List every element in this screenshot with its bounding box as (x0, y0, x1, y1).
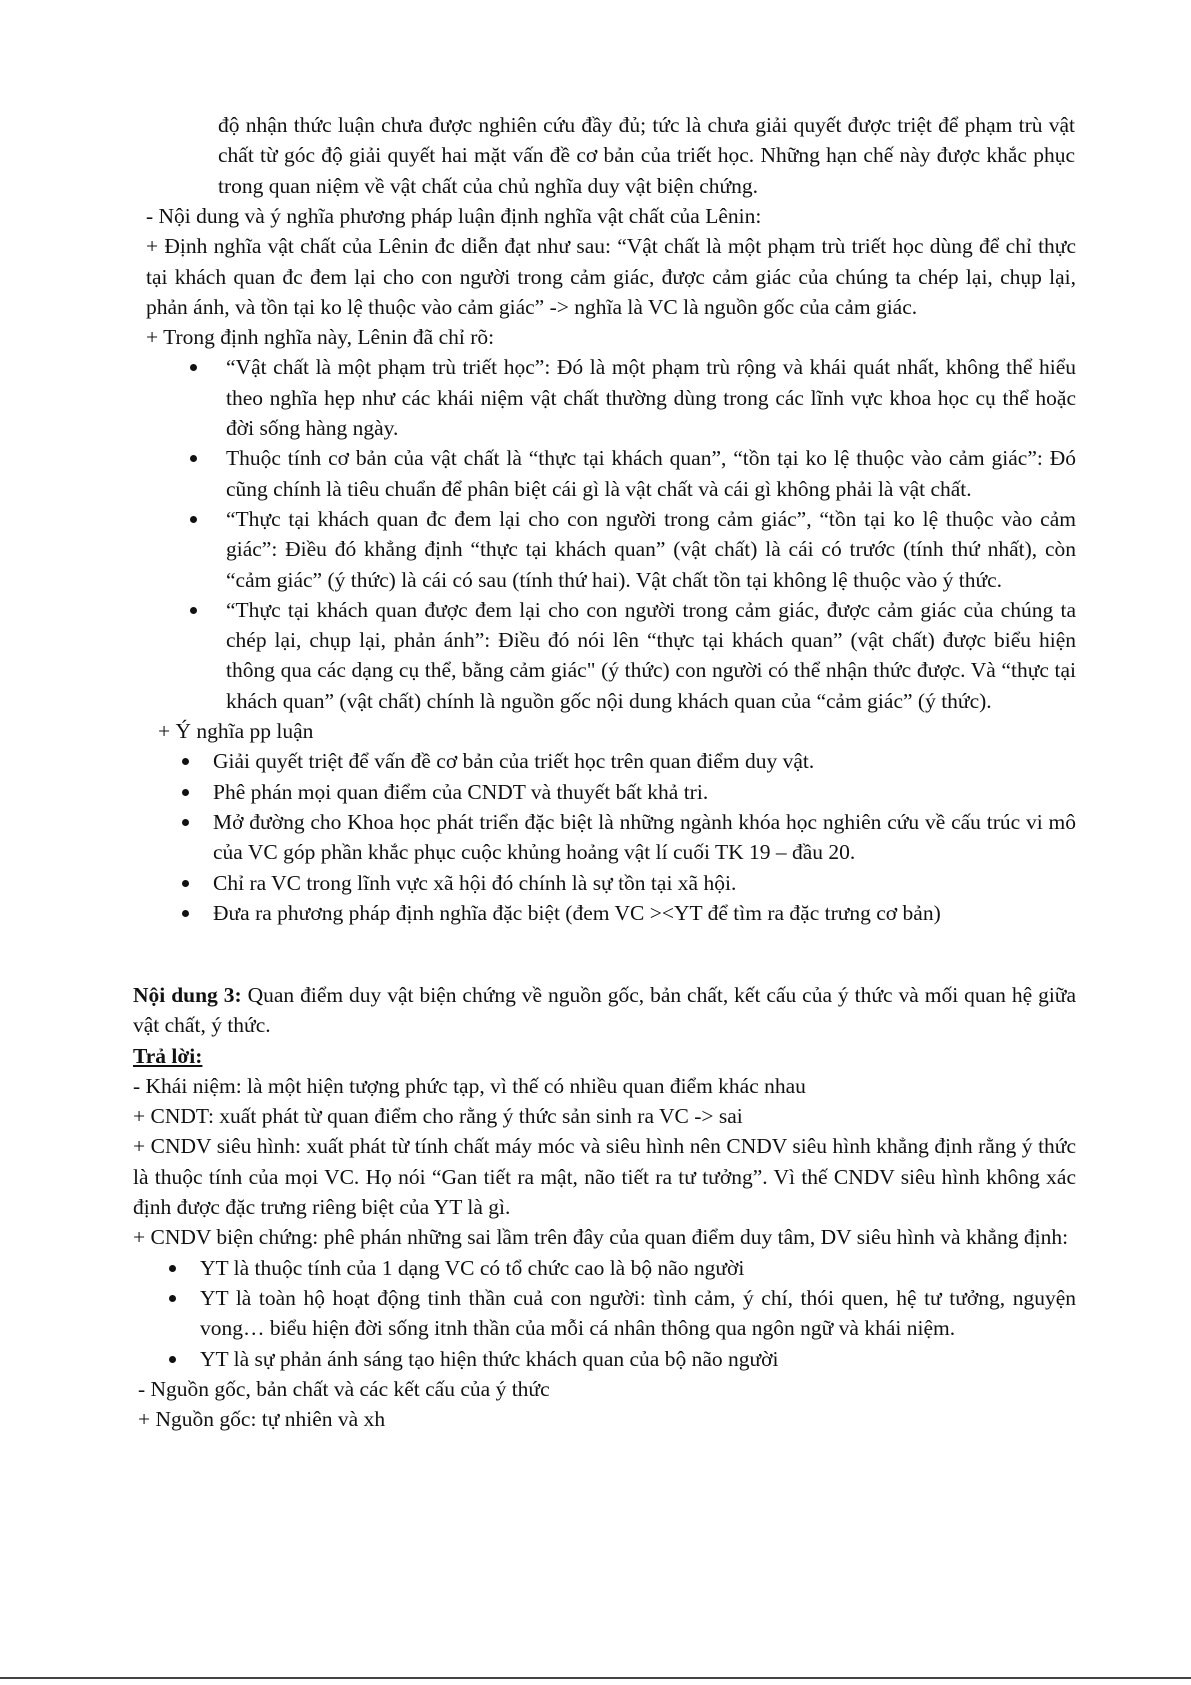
definition-paragraph: + Định nghĩa vật chất của Lênin đc diễn đạt như sau: “Vật chất là một phạm trù triết học dùng để chỉ thực tại khách quan đc đem lại cho con người trong cảm giác, được cảm giác của chúng ta chép lại, chụp lại, phản ánh, và tồn tại ko lệ thuộc vào cảm giác” -> nghĩa là VC là nguồn gốc của cảm giác. (146, 234, 1076, 319)
answer-heading (133, 1041, 1076, 1071)
methodology-points-list (146, 746, 1076, 928)
list-item: YT là toàn hộ hoạt động tinh thần cuả con người: tình cảm, ý chí, thói quen, hệ tư tưởng, nguyện vong… biểu hiện đời sống itnh thần của mỗi cá nhân thông qua ngôn ngữ và khái niệm. (133, 1283, 1076, 1344)
cndt-line: + CNDT: xuất phát từ quan điểm cho rằng ý thức sản sinh ra VC -> sai (133, 1104, 743, 1129)
content3-heading (133, 980, 1076, 1041)
content3-text: Quan điểm duy vật biện chứng về nguồn gốc, bản chất, kết cấu của ý thức và mối quan hệ giữa vật chất, ý thức. (133, 983, 1076, 1038)
dialectical-paragraph: + CNDV biện chứng: phê phán những sai lầm trên đây của quan điểm duy tâm, DV siêu hình và khẳng định: (133, 1225, 1069, 1250)
list-item: YT là thuộc tính của 1 dạng VC có tổ chức cao là bộ não người (133, 1253, 1076, 1283)
list-item: Đưa ra phương pháp định nghĩa đặc biệt (đem VC ><YT để tìm ra đặc trưng cơ bản) (146, 898, 1076, 928)
answer-label: Trả lời: (133, 1043, 203, 1068)
list-item: “Thực tại khách quan được đem lại cho con người trong cảm giác, được cảm giác của chúng ta chép lại, chụp lại, phản ánh”: Điều đó nói lên “thực tại khách quan” (vật chất) được biểu hiện thông qua các dạng cụ thể, bằng cảm giác" (ý thức) con người có thể nhận thức được. Và “thực tại khách quan” (vật chất) chính là nguồn gốc nội dung khách quan của “cảm giác” (ý thức). (146, 595, 1076, 716)
list-item: Mở đường cho Khoa học phát triển đặc biệt là những ngành khóa học nghiên cứu về cấu trúc vi mô của VC góp phần khắc phục cuộc khủng hoảng vật lí cuối TK 19 – đầu 20. (146, 807, 1076, 868)
origin-heading: - Nguồn gốc, bản chất và các kết cấu của ý thức (138, 1376, 550, 1401)
list-item: Phê phán mọi quan điểm của CNDT và thuyết bất khả tri. (146, 777, 1076, 807)
list-item: Chỉ ra VC trong lĩnh vực xã hội đó chính là sự tồn tại xã hội. (146, 868, 1076, 898)
list-item: Giải quyết triệt để vấn đề cơ bản của triết học trên quan điểm duy vật. (146, 746, 1076, 776)
dialectical-points-list (133, 1253, 1076, 1374)
continued-paragraph: độ nhận thức luận chưa được nghiên cứu đầy đủ; tức là chưa giải quyết được triệt để phạm trù vật chất từ góc độ giải quyết hai mặt vấn đề cơ bản của triết học. Những hạn chế này được khắc phục trong quan niệm về vật chất của chủ nghĩa duy vật biện chứng. (218, 113, 1075, 198)
lenin-points-intro: + Trong định nghĩa này, Lênin đã chỉ rõ: (146, 325, 495, 350)
main-content (146, 201, 1076, 928)
content3-section (133, 980, 1076, 1434)
metaphysical-paragraph: + CNDV siêu hình: xuất phát từ tính chất máy móc và siêu hình nên CNDV siêu hình khẳng định rằng ý thức là thuộc tính của mọi VC. Họ nói “Gan tiết ra mật, não tiết ra tư tưởng”. Vì thế CNDV siêu hình không xác định được đặc trưng riêng biệt của YT là gì. (133, 1134, 1076, 1220)
origin-line: + Nguồn gốc: tự nhiên và xh (138, 1407, 386, 1432)
list-item: Thuộc tính cơ bản của vật chất là “thực tại khách quan”, “tồn tại ko lệ thuộc vào cảm giác”: Đó cũng chính là tiêu chuẩn để phân biệt cái gì là vật chất và cái gì không phải là vật chất. (146, 443, 1076, 504)
section-heading: - Nội dung và ý nghĩa phương pháp luận định nghĩa vật chất của Lênin: (146, 204, 762, 228)
list-item: “Vật chất là một phạm trù triết học”: Đó là một phạm trù rộng và khái quát nhất, không thể hiểu theo nghĩa hẹp như các khái niệm vật chất thường dùng trong các lĩnh vực khoa học cụ thể hoặc đời sống hàng ngày. (146, 352, 1076, 443)
content3-label: Nội dung 3: (133, 983, 242, 1007)
list-item: “Thực tại khách quan đc đem lại cho con người trong cảm giác”, “tồn tại ko lệ thuộc vào cảm giác”: Điều đó khẳng định “thực tại khách quan” (vật chất) là cái có trước (tính thứ nhất), còn “cảm giác” (ý thức) là cái có sau (tính thứ hai). Vật chất tồn tại không lệ thuộc vào ý thức. (146, 504, 1076, 595)
methodology-intro: + Ý nghĩa pp luận (158, 719, 314, 744)
concept-line: - Khái niệm: là một hiện tượng phức tạp, vì thế có nhiều quan điểm khác nhau (133, 1073, 806, 1098)
lenin-points-list (146, 352, 1076, 716)
page-bottom-rule (0, 1677, 1191, 1679)
list-item: YT là sự phản ánh sáng tạo hiện thức khách quan của bộ não người (133, 1344, 1076, 1374)
